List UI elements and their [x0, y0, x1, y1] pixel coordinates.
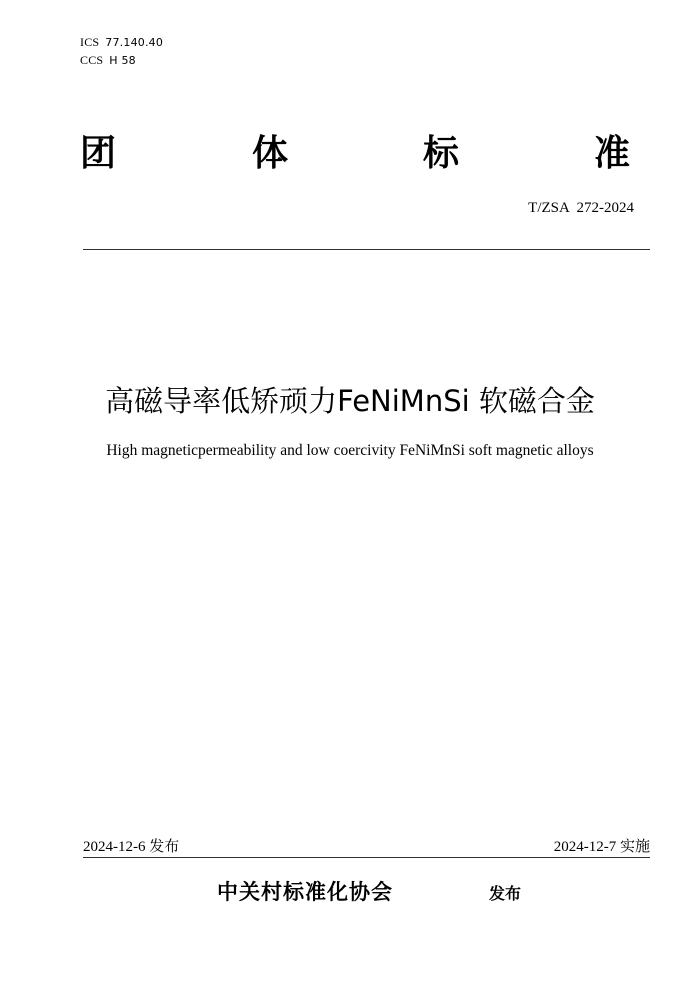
ccs-label: CCS: [80, 53, 104, 67]
ics-code: 77.140.40: [105, 36, 164, 49]
standard-type-char-3: 标: [423, 133, 460, 174]
top-divider: [83, 249, 650, 250]
title-chinese: 高磁导率低矫顽力FeNiMnSi 软磁合金: [105, 384, 595, 418]
publish-label: 发布: [489, 884, 522, 903]
ics-label: ICS: [80, 35, 100, 49]
ccs-code: H 58: [109, 54, 136, 67]
document-number: T/ZSA 272-2024: [528, 200, 634, 216]
title-english: High magneticpermeability and low coercivity FeNiMnSi soft magnetic alloys: [106, 442, 594, 459]
publisher-name: 中关村标准化协会: [217, 880, 393, 904]
issue-date: 2024-12-6 发布: [83, 839, 180, 855]
ccs-line: [80, 53, 136, 68]
standard-type-char-1: 团: [80, 133, 117, 174]
ics-line: [80, 35, 163, 50]
bottom-divider: [83, 857, 650, 858]
standard-type-char-2: 体: [252, 133, 289, 174]
implementation-date: 2024-12-7 实施: [553, 839, 650, 855]
standard-type-char-4: 准: [594, 133, 631, 174]
